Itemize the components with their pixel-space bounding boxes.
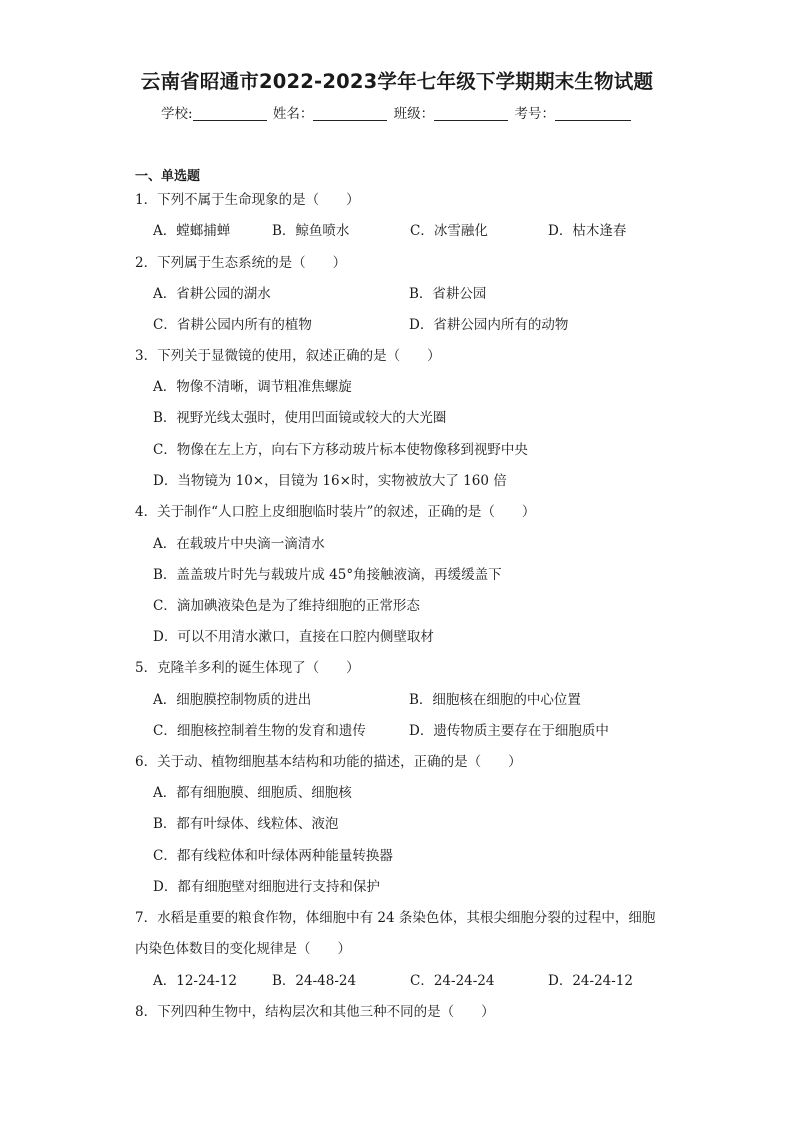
name-label: 姓名：: [272, 106, 314, 122]
question-3-option-c[interactable]: C．物像在左上方，向右下方移动玻片标本使物像移到视野中央: [153, 442, 528, 458]
question-3-stem: 3．下列关于显微镜的使用，叙述正确的是（ ）: [135, 348, 441, 364]
question-6-option-b[interactable]: B．都有叶绿体、线粒体、液泡: [153, 816, 339, 832]
exam-title: 云南省昭通市2022-2023学年七年级下学期期末生物试题: [140, 70, 654, 93]
question-5-option-b[interactable]: B．细胞核在细胞的中心位置: [409, 692, 581, 708]
question-1-stem: 1．下列不属于生命现象的是（ ）: [135, 192, 360, 208]
section-title: 一、单选题: [135, 169, 201, 184]
question-4-option-d[interactable]: D．可以不用清水漱口，直接在口腔内侧壁取材: [153, 629, 434, 645]
question-6-stem: 6．关于动、植物细胞基本结构和功能的描述，正确的是（ ）: [135, 754, 522, 770]
question-7-stem-continued: 内染色体数目的变化规律是（ ）: [135, 941, 351, 957]
question-6-option-a[interactable]: A．都有细胞膜、细胞质、细胞核: [153, 785, 352, 801]
question-2-stem: 2．下列属于生态系统的是（ ）: [135, 255, 347, 271]
question-5-option-a[interactable]: A．细胞膜控制物质的进出: [153, 692, 312, 708]
question-3-option-a[interactable]: A．物像不清晰，调节粗准焦螺旋: [153, 379, 352, 395]
question-7-stem: 7．水稻是重要的粮食作物，体细胞中有 24 条染色体，其根尖细胞分裂的过程中，细胞: [135, 910, 656, 926]
school-label: 学校:: [161, 106, 193, 122]
question-2-option-a[interactable]: A．省耕公园的湖水: [153, 286, 271, 302]
class-blank[interactable]: [434, 106, 508, 121]
question-4-option-a[interactable]: A．在载玻片中央滴一滴清水: [153, 536, 325, 552]
question-6-option-c[interactable]: C．都有线粒体和叶绿体两种能量转换器: [153, 848, 393, 864]
question-3-option-d[interactable]: D．当物镜为 10×，目镜为 16×时，实物被放大了 160 倍: [153, 473, 507, 489]
question-2-option-c[interactable]: C．省耕公园内所有的植物: [153, 317, 312, 333]
question-4-stem: 4．关于制作“人口腔上皮细胞临时装片”的叙述，正确的是（ ）: [135, 504, 536, 520]
question-5-option-c[interactable]: C．细胞核控制着生物的发育和遗传: [153, 723, 366, 739]
question-3-option-b[interactable]: B．视野光线太强时，使用凹面镜或较大的大光圈: [153, 410, 447, 426]
question-1-option-a[interactable]: A．螳螂捕蝉: [153, 223, 231, 239]
name-blank[interactable]: [313, 106, 387, 121]
question-7-option-b[interactable]: B．24-48-24: [272, 973, 357, 989]
school-blank[interactable]: [193, 106, 267, 121]
question-5-option-d[interactable]: D．遗传物质主要存在于细胞质中: [409, 723, 609, 739]
question-6-option-d[interactable]: D．都有细胞壁对细胞进行支持和保护: [153, 879, 380, 895]
question-4-option-b[interactable]: B．盖盖玻片时先与载玻片成 45°角接触液滴，再缓缓盖下: [153, 567, 502, 583]
question-7-option-c[interactable]: C．24-24-24: [410, 973, 495, 989]
question-2-option-b[interactable]: B．省耕公园: [409, 286, 487, 302]
class-label: 班级：: [393, 106, 435, 122]
number-blank[interactable]: [555, 106, 631, 121]
question-1-option-c[interactable]: C．冰雪融化: [410, 223, 488, 239]
question-4-option-c[interactable]: C．滴加碘液染色是为了维持细胞的正常形态: [153, 598, 420, 614]
question-2-option-d[interactable]: D．省耕公园内所有的动物: [409, 317, 569, 333]
question-8-stem: 8．下列四种生物中，结构层次和其他三种不同的是（ ）: [135, 1004, 495, 1020]
question-1-option-b[interactable]: B．鲸鱼喷水: [272, 223, 350, 239]
question-7-option-d[interactable]: D．24-24-12: [548, 973, 633, 989]
student-info-line: [0, 102, 794, 122]
question-1-option-d[interactable]: D．枯木逢春: [548, 223, 627, 239]
number-label: 考号：: [514, 106, 555, 122]
question-5-stem: 5．克隆羊多利的诞生体现了（ ）: [135, 660, 360, 676]
question-7-option-a[interactable]: A．12-24-12: [153, 973, 237, 989]
